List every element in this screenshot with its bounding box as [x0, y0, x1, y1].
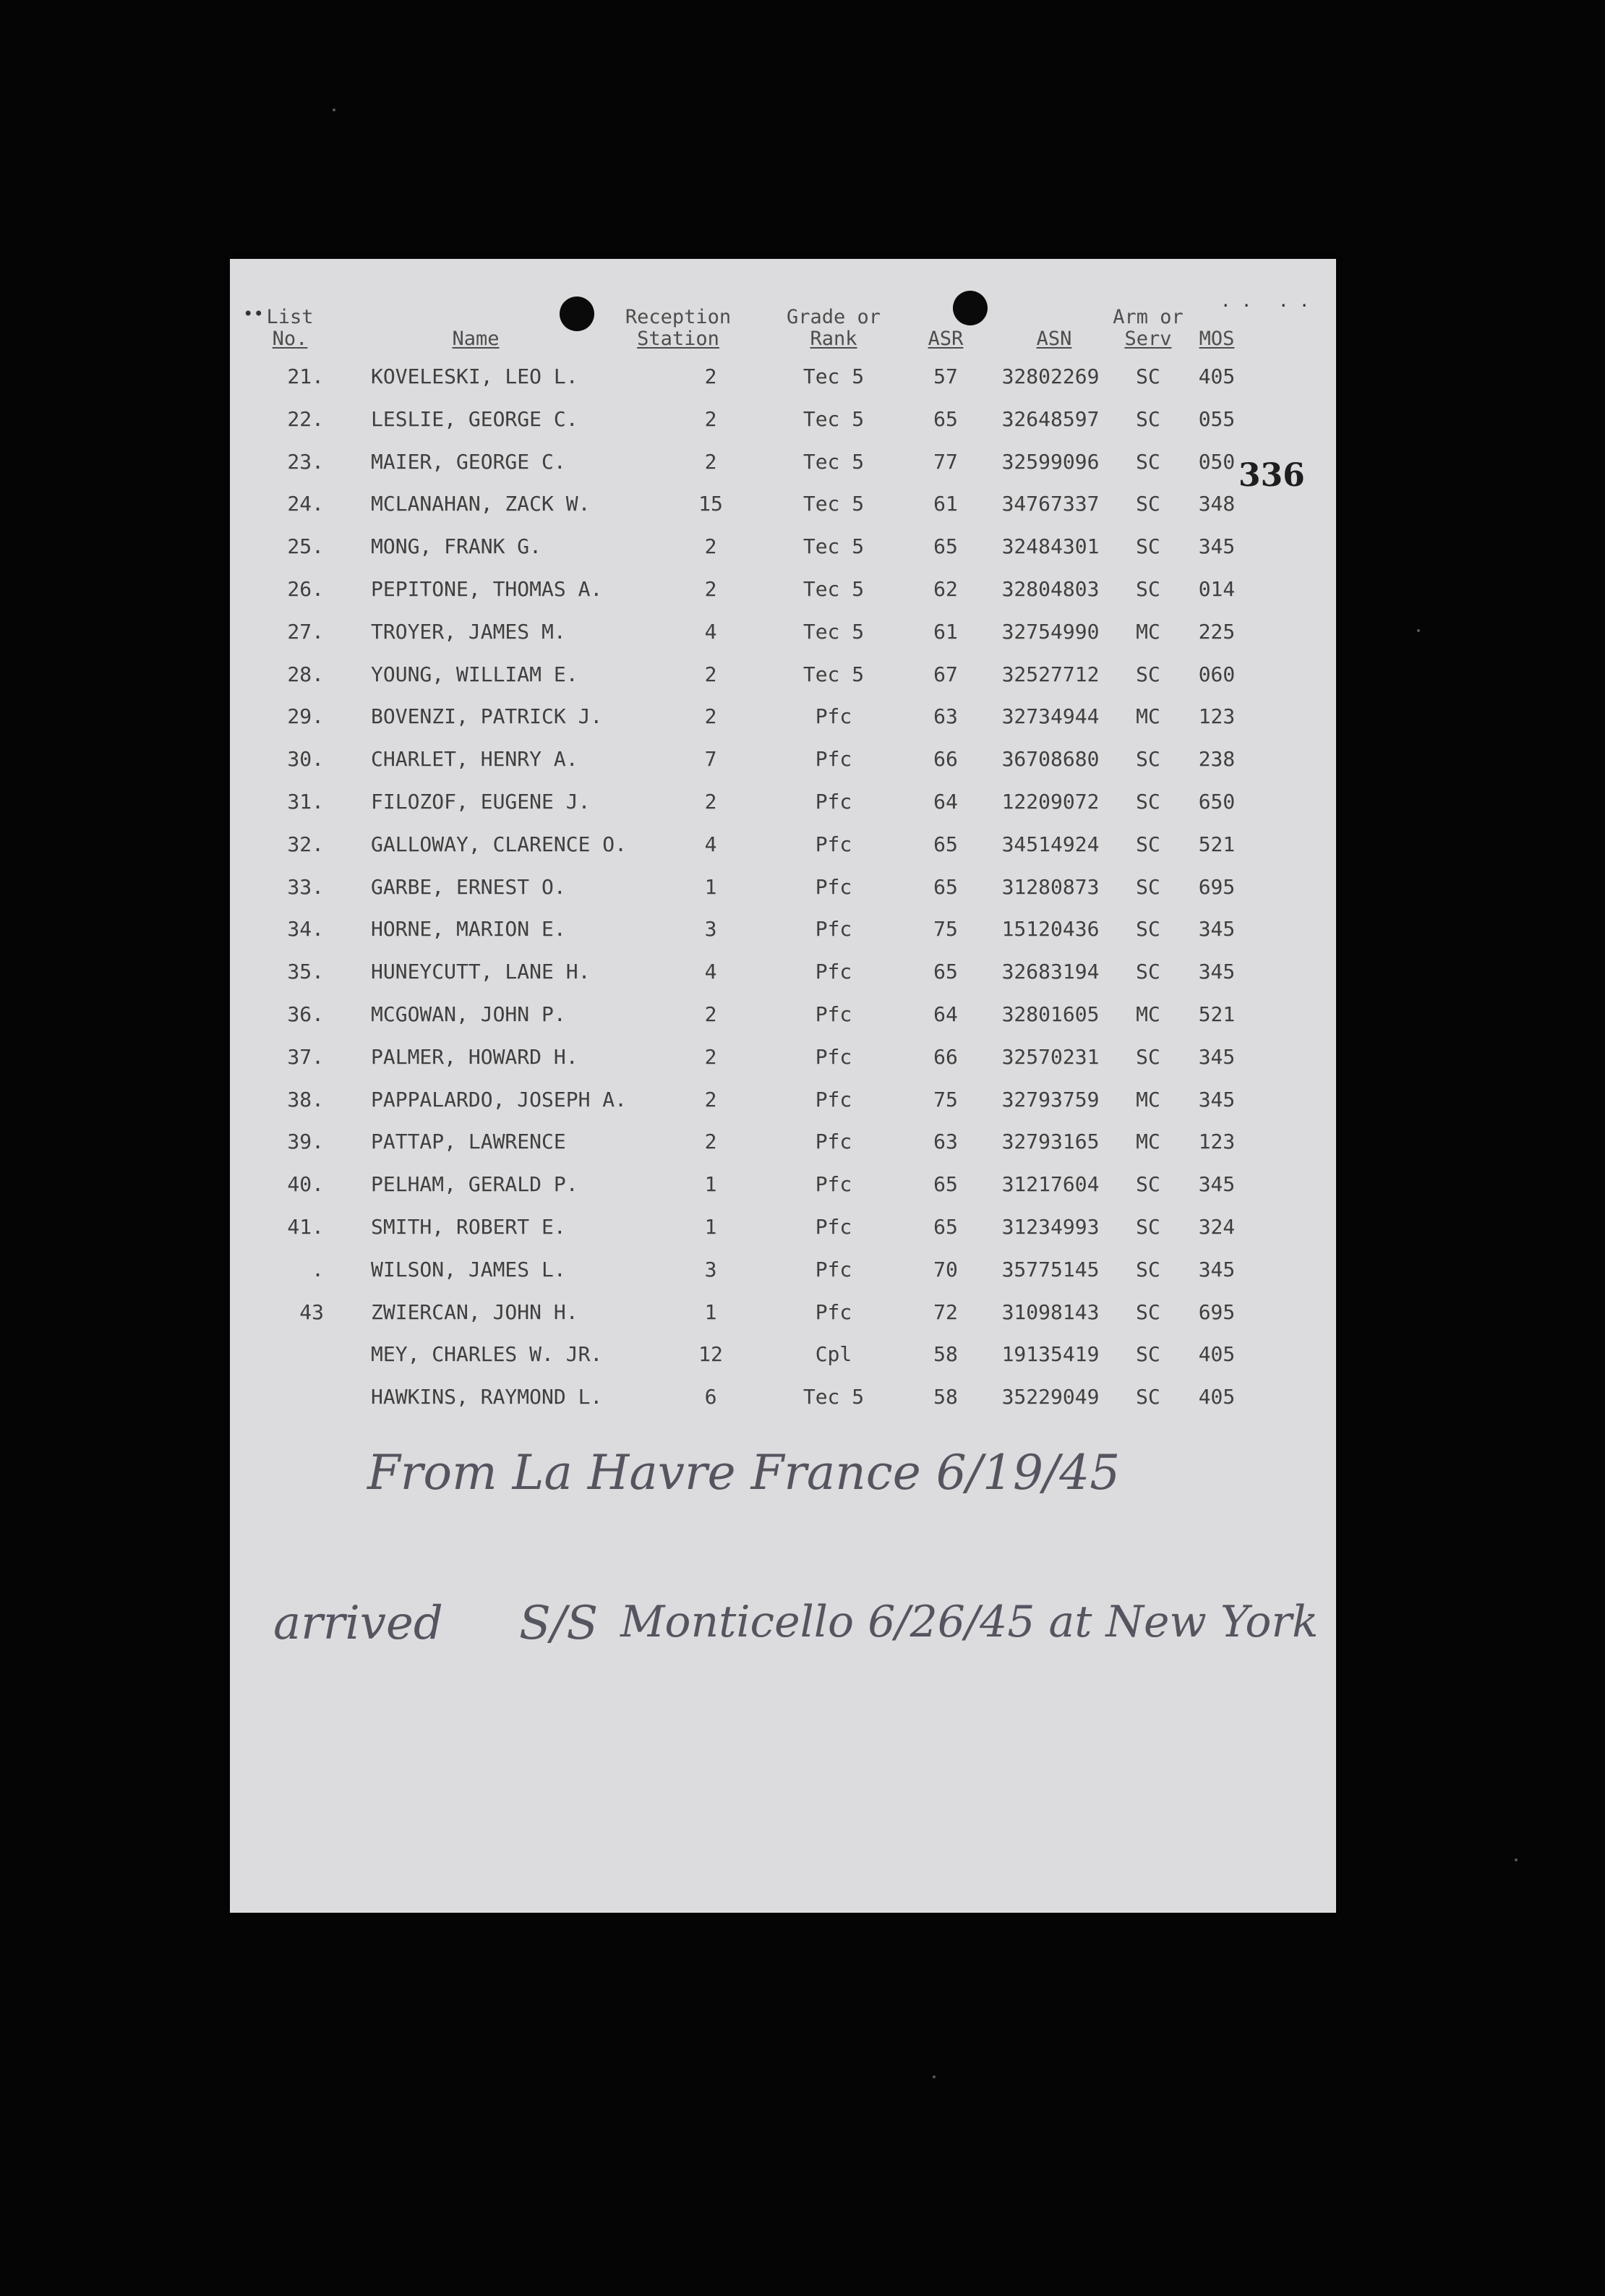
row-reception-station: 2 — [704, 1130, 717, 1154]
row-grade: Tec 5 — [803, 492, 865, 516]
row-reception-station: 2 — [704, 1087, 717, 1111]
row-grade: Pfc — [815, 747, 852, 772]
row-reception-station: 2 — [704, 364, 717, 388]
row-asr: 65 — [933, 534, 958, 559]
row-asr: 75 — [933, 1087, 958, 1111]
row-name: CHARLET, HENRY A. — [371, 747, 578, 772]
row-arm-or-serv: MC — [1136, 619, 1160, 644]
row-mos: 238 — [1198, 747, 1236, 772]
row-list-no: 23. — [287, 449, 324, 474]
row-asn: 32802269 — [1001, 364, 1100, 388]
row-reception-station: 2 — [704, 449, 717, 474]
row-asn: 31234993 — [1001, 1215, 1100, 1239]
row-grade: Pfc — [815, 832, 852, 856]
row-asn: 32648597 — [1001, 406, 1100, 431]
row-mos: 650 — [1198, 790, 1236, 814]
row-arm-or-serv: SC — [1136, 577, 1160, 601]
table-row — [230, 1045, 1336, 1074]
row-list-no: . — [312, 1257, 324, 1281]
row-name: MCGOWAN, JOHN P. — [371, 1002, 566, 1026]
row-asr: 66 — [933, 747, 958, 772]
punch-hole-right — [953, 291, 988, 325]
typewriter-mark: . . — [1220, 291, 1252, 311]
row-list-no: 29. — [287, 704, 324, 729]
row-name: MAIER, GEORGE C. — [371, 449, 566, 474]
row-list-no: 35. — [287, 960, 324, 984]
table-row — [230, 1342, 1336, 1371]
row-mos: 050 — [1198, 449, 1236, 474]
row-mos: 345 — [1198, 1044, 1236, 1069]
row-mos: 123 — [1198, 1130, 1236, 1154]
row-mos: 345 — [1198, 534, 1236, 559]
table-row — [230, 577, 1336, 606]
row-arm-or-serv: SC — [1136, 747, 1160, 772]
row-list-no: 39. — [287, 1130, 324, 1154]
row-reception-station: 1 — [704, 1299, 717, 1324]
row-asn: 32527712 — [1001, 662, 1100, 686]
row-reception-station: 7 — [704, 747, 717, 772]
row-asr: 61 — [933, 492, 958, 516]
row-reception-station: 4 — [704, 960, 717, 984]
row-mos: 695 — [1198, 874, 1236, 899]
row-arm-or-serv: SC — [1136, 1172, 1160, 1197]
typewriter-mark: •• — [243, 304, 264, 324]
row-mos: 345 — [1198, 960, 1236, 984]
row-mos: 345 — [1198, 1172, 1236, 1197]
row-mos: 225 — [1198, 619, 1236, 644]
table-row — [230, 875, 1336, 904]
background-speck — [1417, 629, 1420, 632]
row-asr: 67 — [933, 662, 958, 686]
handwritten-departure-note: From La Havre France 6/19/45 — [367, 1445, 1121, 1501]
row-name: SMITH, ROBERT E. — [371, 1215, 566, 1239]
row-mos: 123 — [1198, 704, 1236, 729]
row-grade: Pfc — [815, 1172, 852, 1197]
row-grade: Pfc — [815, 1257, 852, 1281]
header-list-no: List No. — [266, 306, 314, 350]
row-name: PATTAP, LAWRENCE — [371, 1130, 566, 1154]
row-name: TROYER, JAMES M. — [371, 619, 566, 644]
row-reception-station: 1 — [704, 1172, 717, 1197]
row-arm-or-serv: SC — [1136, 832, 1160, 856]
roster-document — [230, 259, 1336, 1913]
row-grade: Pfc — [815, 1215, 852, 1239]
row-list-no: 36. — [287, 1002, 324, 1026]
row-asr: 57 — [933, 364, 958, 388]
header-grade-or-rank: Grade or Rank — [786, 306, 881, 350]
row-reception-station: 1 — [704, 874, 717, 899]
row-asr: 75 — [933, 917, 958, 942]
row-grade: Tec 5 — [803, 449, 865, 474]
row-list-no: 40. — [287, 1172, 324, 1197]
header-arm-or-serv: Arm or Serv — [1113, 306, 1184, 350]
background-speck — [933, 2075, 936, 2078]
row-grade: Tec 5 — [803, 406, 865, 431]
typewriter-mark: . . — [1278, 291, 1310, 311]
row-grade: Tec 5 — [803, 534, 865, 559]
table-row — [230, 662, 1336, 691]
row-mos: 405 — [1198, 1342, 1236, 1367]
row-asr: 58 — [933, 1385, 958, 1409]
row-arm-or-serv: SC — [1136, 492, 1160, 516]
row-asr: 77 — [933, 449, 958, 474]
row-list-no: 27. — [287, 619, 324, 644]
row-asn: 35229049 — [1001, 1385, 1100, 1409]
row-grade: Pfc — [815, 1299, 852, 1324]
table-row — [230, 450, 1336, 479]
row-arm-or-serv: SC — [1136, 960, 1160, 984]
row-grade: Pfc — [815, 1130, 852, 1154]
row-mos: 521 — [1198, 1002, 1236, 1026]
row-arm-or-serv: SC — [1136, 1342, 1160, 1367]
row-mos: 521 — [1198, 832, 1236, 856]
row-arm-or-serv: MC — [1136, 1087, 1160, 1111]
row-name: HORNE, MARION E. — [371, 917, 566, 942]
header-name: Name — [452, 328, 500, 350]
row-asr: 63 — [933, 704, 958, 729]
table-row — [230, 1130, 1336, 1158]
row-reception-station: 2 — [704, 662, 717, 686]
table-row — [230, 534, 1336, 563]
row-asr: 65 — [933, 1172, 958, 1197]
row-list-no: 28. — [287, 662, 324, 686]
row-mos: 405 — [1198, 1385, 1236, 1409]
row-reception-station: 2 — [704, 406, 717, 431]
row-name: WILSON, JAMES L. — [371, 1257, 566, 1281]
row-arm-or-serv: SC — [1136, 662, 1160, 686]
row-mos: 014 — [1198, 577, 1236, 601]
header-mos: MOS — [1199, 328, 1235, 350]
row-name: ZWIERCAN, JOHN H. — [371, 1299, 578, 1324]
page-number-stamp: 336 — [1238, 457, 1305, 494]
row-list-no: 34. — [287, 917, 324, 942]
row-asn: 31098143 — [1001, 1299, 1100, 1324]
row-mos: 345 — [1198, 917, 1236, 942]
row-asn: 32734944 — [1001, 704, 1100, 729]
row-reception-station: 2 — [704, 704, 717, 729]
row-list-no: 30. — [287, 747, 324, 772]
row-asn: 32570231 — [1001, 1044, 1100, 1069]
row-grade: Pfc — [815, 917, 852, 942]
row-grade: Pfc — [815, 790, 852, 814]
row-list-no: 41. — [287, 1215, 324, 1239]
row-asn: 31217604 — [1001, 1172, 1100, 1197]
row-name: KOVELESKI, LEO L. — [371, 364, 578, 388]
table-row — [230, 1385, 1336, 1414]
row-mos: 055 — [1198, 406, 1236, 431]
row-mos: 695 — [1198, 1299, 1236, 1324]
row-grade: Pfc — [815, 874, 852, 899]
row-reception-station: 2 — [704, 534, 717, 559]
row-list-no: 31. — [287, 790, 324, 814]
table-row — [230, 1300, 1336, 1329]
row-grade: Tec 5 — [803, 662, 865, 686]
row-asr: 62 — [933, 577, 958, 601]
row-name: HAWKINS, RAYMOND L. — [371, 1385, 603, 1409]
row-grade: Pfc — [815, 1087, 852, 1111]
row-name: FILOZOF, EUGENE J. — [371, 790, 591, 814]
row-asr: 61 — [933, 619, 958, 644]
row-arm-or-serv: SC — [1136, 449, 1160, 474]
row-asr: 65 — [933, 1215, 958, 1239]
table-row — [230, 917, 1336, 946]
row-asn: 35775145 — [1001, 1257, 1100, 1281]
row-asn: 36708680 — [1001, 747, 1100, 772]
row-mos: 345 — [1198, 1087, 1236, 1111]
table-row — [230, 1172, 1336, 1201]
row-reception-station: 6 — [704, 1385, 717, 1409]
row-reception-station: 2 — [704, 577, 717, 601]
row-arm-or-serv: SC — [1136, 364, 1160, 388]
row-asn: 32804803 — [1001, 577, 1100, 601]
header-asr: ASR — [928, 328, 964, 350]
row-list-no: 37. — [287, 1044, 324, 1069]
row-list-no: 33. — [287, 874, 324, 899]
row-asn: 32793759 — [1001, 1087, 1100, 1111]
row-asn: 32793165 — [1001, 1130, 1100, 1154]
row-asr: 64 — [933, 1002, 958, 1026]
row-asn: 32484301 — [1001, 534, 1100, 559]
row-arm-or-serv: MC — [1136, 1002, 1160, 1026]
row-name: PEPITONE, THOMAS A. — [371, 577, 603, 601]
row-asr: 65 — [933, 406, 958, 431]
row-name: MEY, CHARLES W. JR. — [371, 1342, 603, 1367]
row-arm-or-serv: SC — [1136, 790, 1160, 814]
table-row — [230, 960, 1336, 989]
table-row — [230, 620, 1336, 649]
row-list-no: 32. — [287, 832, 324, 856]
row-name: GARBE, ERNEST O. — [371, 874, 566, 899]
row-grade: Tec 5 — [803, 577, 865, 601]
row-list-no: 24. — [287, 492, 324, 516]
row-reception-station: 15 — [698, 492, 723, 516]
row-asn: 32801605 — [1001, 1002, 1100, 1026]
row-grade: Tec 5 — [803, 1385, 865, 1409]
row-arm-or-serv: SC — [1136, 1215, 1160, 1239]
row-asr: 65 — [933, 960, 958, 984]
background-speck — [333, 108, 335, 111]
handwritten-arrival-note: Monticello 6/26/45 at New York — [620, 1597, 1319, 1647]
table-row — [230, 1002, 1336, 1031]
table-row — [230, 492, 1336, 521]
table-row — [230, 1258, 1336, 1286]
row-arm-or-serv: SC — [1136, 534, 1160, 559]
row-name: PELHAM, GERALD P. — [371, 1172, 578, 1197]
row-name: PALMER, HOWARD H. — [371, 1044, 578, 1069]
row-asn: 15120436 — [1001, 917, 1100, 942]
row-mos: 324 — [1198, 1215, 1236, 1239]
row-arm-or-serv: MC — [1136, 1130, 1160, 1154]
row-grade: Tec 5 — [803, 364, 865, 388]
row-asr: 66 — [933, 1044, 958, 1069]
row-reception-station: 2 — [704, 1002, 717, 1026]
row-grade: Cpl — [815, 1342, 852, 1367]
row-list-no: 25. — [287, 534, 324, 559]
row-name: HUNEYCUTT, LANE H. — [371, 960, 591, 984]
row-mos: 405 — [1198, 364, 1236, 388]
row-arm-or-serv: SC — [1136, 874, 1160, 899]
row-list-no: 38. — [287, 1087, 324, 1111]
table-row — [230, 364, 1336, 393]
row-name: PAPPALARDO, JOSEPH A. — [371, 1087, 628, 1111]
row-arm-or-serv: MC — [1136, 704, 1160, 729]
header-reception-station: Reception Station — [625, 306, 732, 350]
table-row — [230, 832, 1336, 861]
row-asn: 34767337 — [1001, 492, 1100, 516]
row-arm-or-serv: SC — [1136, 1385, 1160, 1409]
row-asr: 72 — [933, 1299, 958, 1324]
row-arm-or-serv: SC — [1136, 1044, 1160, 1069]
row-mos: 060 — [1198, 662, 1236, 686]
row-reception-station: 4 — [704, 832, 717, 856]
row-asn: 12209072 — [1001, 790, 1100, 814]
table-row — [230, 407, 1336, 436]
row-name: BOVENZI, PATRICK J. — [371, 704, 603, 729]
row-reception-station: 12 — [698, 1342, 723, 1367]
row-name: MONG, FRANK G. — [371, 534, 542, 559]
row-arm-or-serv: SC — [1136, 917, 1160, 942]
row-grade: Tec 5 — [803, 619, 865, 644]
row-mos: 348 — [1198, 492, 1236, 516]
row-reception-station: 3 — [704, 917, 717, 942]
row-reception-station: 3 — [704, 1257, 717, 1281]
table-row — [230, 1215, 1336, 1244]
row-arm-or-serv: SC — [1136, 1299, 1160, 1324]
row-grade: Pfc — [815, 704, 852, 729]
row-grade: Pfc — [815, 960, 852, 984]
row-asn: 32599096 — [1001, 449, 1100, 474]
table-row — [230, 747, 1336, 776]
row-list-no: 26. — [287, 577, 324, 601]
table-row — [230, 1088, 1336, 1117]
row-asr: 63 — [933, 1130, 958, 1154]
row-name: LESLIE, GEORGE C. — [371, 406, 578, 431]
row-grade: Pfc — [815, 1002, 852, 1026]
row-reception-station: 2 — [704, 790, 717, 814]
row-grade: Pfc — [815, 1044, 852, 1069]
punch-hole-left — [560, 296, 594, 331]
row-name: YOUNG, WILLIAM E. — [371, 662, 578, 686]
header-asn: ASN — [1036, 328, 1072, 350]
row-arm-or-serv: SC — [1136, 1257, 1160, 1281]
table-row — [230, 704, 1336, 733]
row-asr: 65 — [933, 874, 958, 899]
background-speck — [1515, 1858, 1518, 1861]
row-asr: 70 — [933, 1257, 958, 1281]
row-list-no: 22. — [287, 406, 324, 431]
row-asr: 64 — [933, 790, 958, 814]
row-name: MCLANAHAN, ZACK W. — [371, 492, 591, 516]
table-row — [230, 790, 1336, 819]
handwritten-arrived-word: arrived — [273, 1597, 443, 1650]
row-mos: 345 — [1198, 1257, 1236, 1281]
row-arm-or-serv: SC — [1136, 406, 1160, 431]
row-asn: 32683194 — [1001, 960, 1100, 984]
row-name: GALLOWAY, CLARENCE O. — [371, 832, 628, 856]
row-list-no: 43 — [299, 1299, 324, 1324]
handwritten-ship-prefix: S/S — [519, 1597, 599, 1650]
row-reception-station: 4 — [704, 619, 717, 644]
row-reception-station: 1 — [704, 1215, 717, 1239]
row-asr: 58 — [933, 1342, 958, 1367]
row-asn: 19135419 — [1001, 1342, 1100, 1367]
row-asn: 31280873 — [1001, 874, 1100, 899]
row-asn: 32754990 — [1001, 619, 1100, 644]
row-reception-station: 2 — [704, 1044, 717, 1069]
row-asr: 65 — [933, 832, 958, 856]
row-list-no: 21. — [287, 364, 324, 388]
row-asn: 34514924 — [1001, 832, 1100, 856]
